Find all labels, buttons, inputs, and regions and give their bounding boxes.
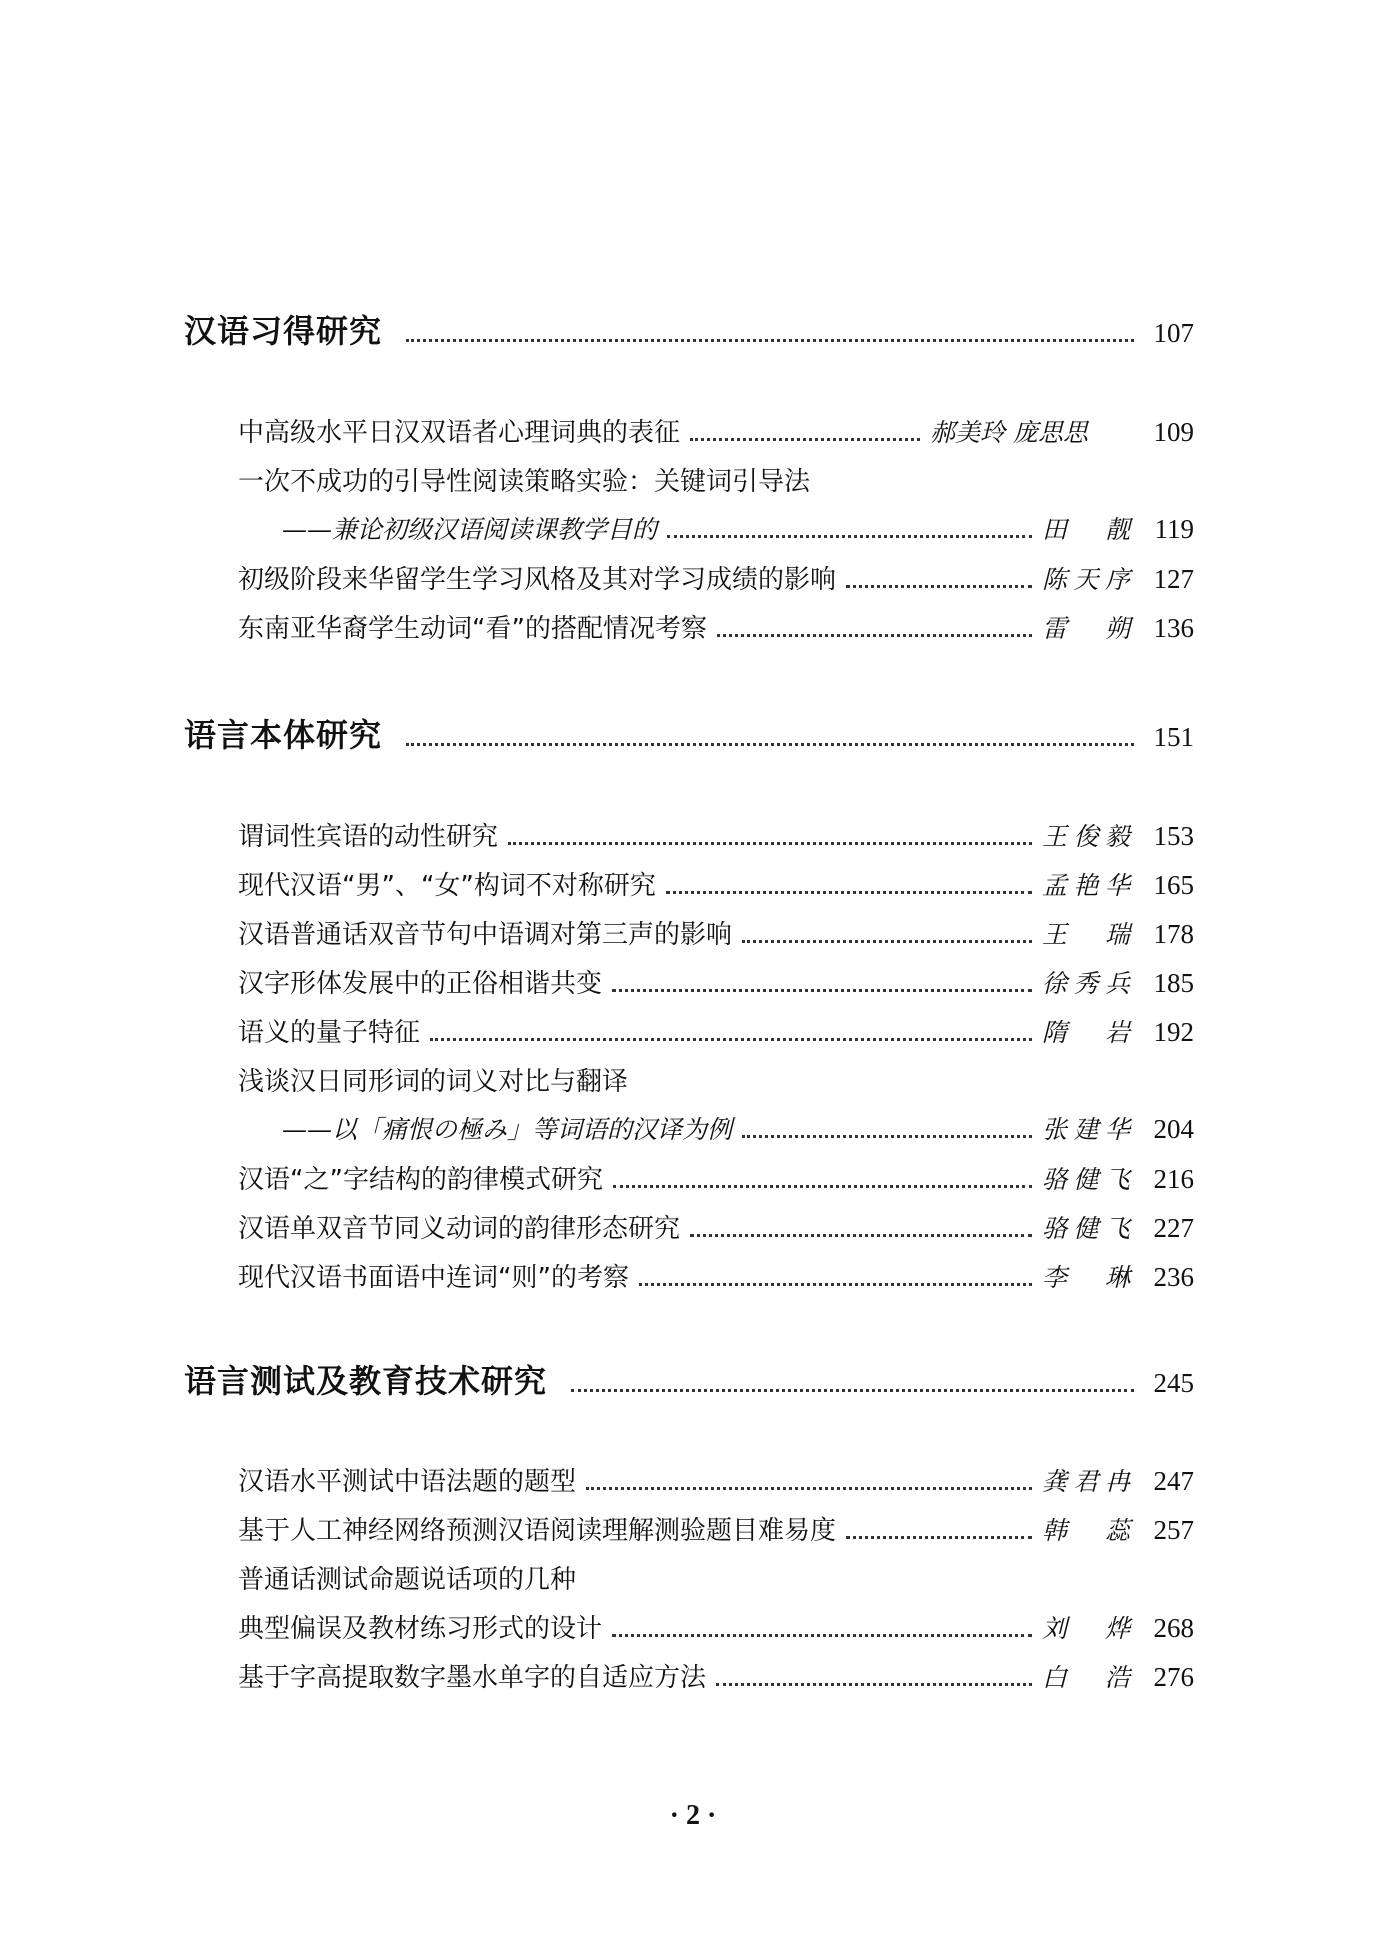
section-page-number: 107	[1153, 318, 1194, 348]
entry-page-number: 236	[1153, 1262, 1194, 1292]
toc-entry	[238, 1461, 1194, 1497]
section-heading	[184, 1356, 1194, 1404]
dot-leader	[690, 438, 920, 441]
entry-subtitle: ——以「痛恨の極み」等词语的汉译为例	[282, 1115, 733, 1144]
section-page-number: 245	[1153, 1368, 1194, 1398]
section-page-number: 151	[1153, 722, 1194, 752]
entry-title: 汉字形体发展中的正俗相谐共变	[238, 969, 603, 999]
entry-author: 徐秀兵	[1042, 969, 1130, 998]
dot-leader	[846, 585, 1032, 588]
toc-entry	[238, 1061, 1194, 1097]
entry-page-number: 276	[1153, 1662, 1194, 1692]
entry-author: 骆健飞	[1042, 1165, 1130, 1194]
section-heading	[184, 710, 1194, 758]
entry-title: 基于字高提取数字墨水单字的自适应方法	[238, 1663, 707, 1693]
dot-leader	[430, 1038, 1032, 1041]
entry-page-number: 247	[1153, 1466, 1194, 1496]
page-number-footer: · 2 ·	[669, 1800, 717, 1831]
entry-title: 汉语单双音节同义动词的韵律形态研究	[238, 1214, 681, 1244]
entry-title: 现代汉语书面语中连词“则”的考察	[238, 1263, 629, 1293]
toc-entry	[238, 963, 1194, 999]
entry-author: 韩蕊	[1042, 1516, 1130, 1545]
entry-title: 普通话测试命题说话项的几种	[238, 1565, 577, 1595]
toc-entry	[238, 1559, 1194, 1595]
entry-page-number: 204	[1153, 1114, 1194, 1144]
entry-title: 东南亚华裔学生动词“看”的搭配情况考察	[238, 614, 707, 644]
dot-leader	[667, 535, 1032, 538]
entry-page-number: 165	[1153, 870, 1194, 900]
toc-entry	[238, 1257, 1194, 1293]
toc-entry	[238, 1012, 1194, 1048]
toc-entry	[238, 1657, 1194, 1693]
toc-entry	[238, 1510, 1194, 1546]
dot-leader	[508, 842, 1032, 845]
entry-author: 白浩	[1042, 1663, 1130, 1692]
entry-author: 张建华	[1042, 1115, 1130, 1144]
toc-entry-subtitle	[282, 1110, 1194, 1146]
toc-entry	[238, 608, 1194, 644]
entry-page-number: 127	[1153, 564, 1194, 594]
entry-title: 初级阶段来华留学生学习风格及其对学习成绩的影响	[238, 565, 837, 595]
dot-leader	[406, 339, 1134, 342]
entry-title: 浅谈汉日同形词的词义对比与翻译	[238, 1067, 629, 1097]
entry-author: 骆健飞	[1042, 1214, 1130, 1243]
entry-title: 汉语“之”字结构的韵律模式研究	[238, 1165, 603, 1195]
dot-leader	[690, 1234, 1032, 1237]
dot-leader	[742, 940, 1032, 943]
entry-author: 隋岩	[1042, 1018, 1130, 1047]
entry-page-number: 178	[1153, 919, 1194, 949]
toc-entry-subtitle	[282, 510, 1194, 546]
entry-title: 一次不成功的引导性阅读策略实验：关键词引导法	[238, 467, 811, 497]
entry-author: 刘烨	[1042, 1614, 1130, 1643]
entry-page-number: 109	[1153, 417, 1194, 447]
toc-entry	[238, 1208, 1194, 1244]
entry-author: 王俊毅	[1042, 822, 1130, 851]
toc-entry	[238, 816, 1194, 852]
entry-title: 典型偏误及教材练习形式的设计	[238, 1614, 603, 1644]
section-heading	[184, 306, 1194, 354]
dot-leader	[846, 1536, 1032, 1539]
entry-author: 田靓	[1042, 515, 1130, 544]
entry-page-number: 268	[1153, 1613, 1194, 1643]
entry-page-number: 136	[1153, 613, 1194, 643]
section-title: 语言测试及教育技术研究	[184, 1362, 548, 1400]
entry-page-number: 257	[1153, 1515, 1194, 1545]
entry-page-number: 153	[1153, 821, 1194, 851]
section-title: 汉语习得研究	[184, 312, 383, 350]
dot-leader	[639, 1283, 1032, 1286]
entry-page-number: 119	[1154, 514, 1194, 544]
dot-leader	[612, 989, 1032, 992]
entry-author: 雷朔	[1042, 614, 1130, 643]
entry-author: 龚君冉	[1042, 1467, 1130, 1496]
entry-author: 郝美玲 庞思思	[930, 418, 1088, 447]
dot-leader	[406, 743, 1134, 746]
dot-leader	[716, 1683, 1032, 1686]
entry-author: 李琳	[1042, 1263, 1130, 1292]
entry-title: 语义的量子特征	[238, 1018, 421, 1048]
toc-entry	[238, 461, 1194, 497]
entry-author: 王瑞	[1042, 920, 1130, 949]
entry-title: 中高级水平日汉双语者心理词典的表征	[238, 418, 681, 448]
entry-title: 汉语水平测试中语法题的题型	[238, 1467, 577, 1497]
entry-page-number: 185	[1153, 968, 1194, 998]
entry-title: 谓词性宾语的动性研究	[238, 822, 499, 852]
dot-leader	[571, 1389, 1134, 1392]
toc-entry	[238, 1608, 1194, 1644]
dot-leader	[586, 1487, 1032, 1490]
entry-author: 孟艳华	[1042, 871, 1130, 900]
entry-title: 现代汉语“男”、“女”构词不对称研究	[238, 871, 656, 901]
toc-entry	[238, 412, 1194, 448]
dot-leader	[612, 1634, 1032, 1637]
toc-entry	[238, 914, 1194, 950]
entry-page-number: 216	[1153, 1164, 1194, 1194]
section-title: 语言本体研究	[184, 716, 383, 754]
entry-title: 基于人工神经网络预测汉语阅读理解测验题目难易度	[238, 1516, 837, 1546]
dot-leader	[613, 1185, 1032, 1188]
entry-title: 汉语普通话双音节句中语调对第三声的影响	[238, 920, 733, 950]
toc-entry	[238, 559, 1194, 595]
toc-entry	[238, 865, 1194, 901]
dot-leader	[742, 1135, 1032, 1138]
entry-page-number: 227	[1153, 1213, 1194, 1243]
entry-author: 陈天序	[1042, 565, 1130, 594]
dot-leader	[666, 891, 1032, 894]
dot-leader	[717, 634, 1032, 637]
entry-subtitle: ——兼论初级汉语阅读课教学目的	[282, 515, 658, 544]
entry-page-number: 192	[1153, 1017, 1194, 1047]
toc-entry	[238, 1159, 1194, 1195]
